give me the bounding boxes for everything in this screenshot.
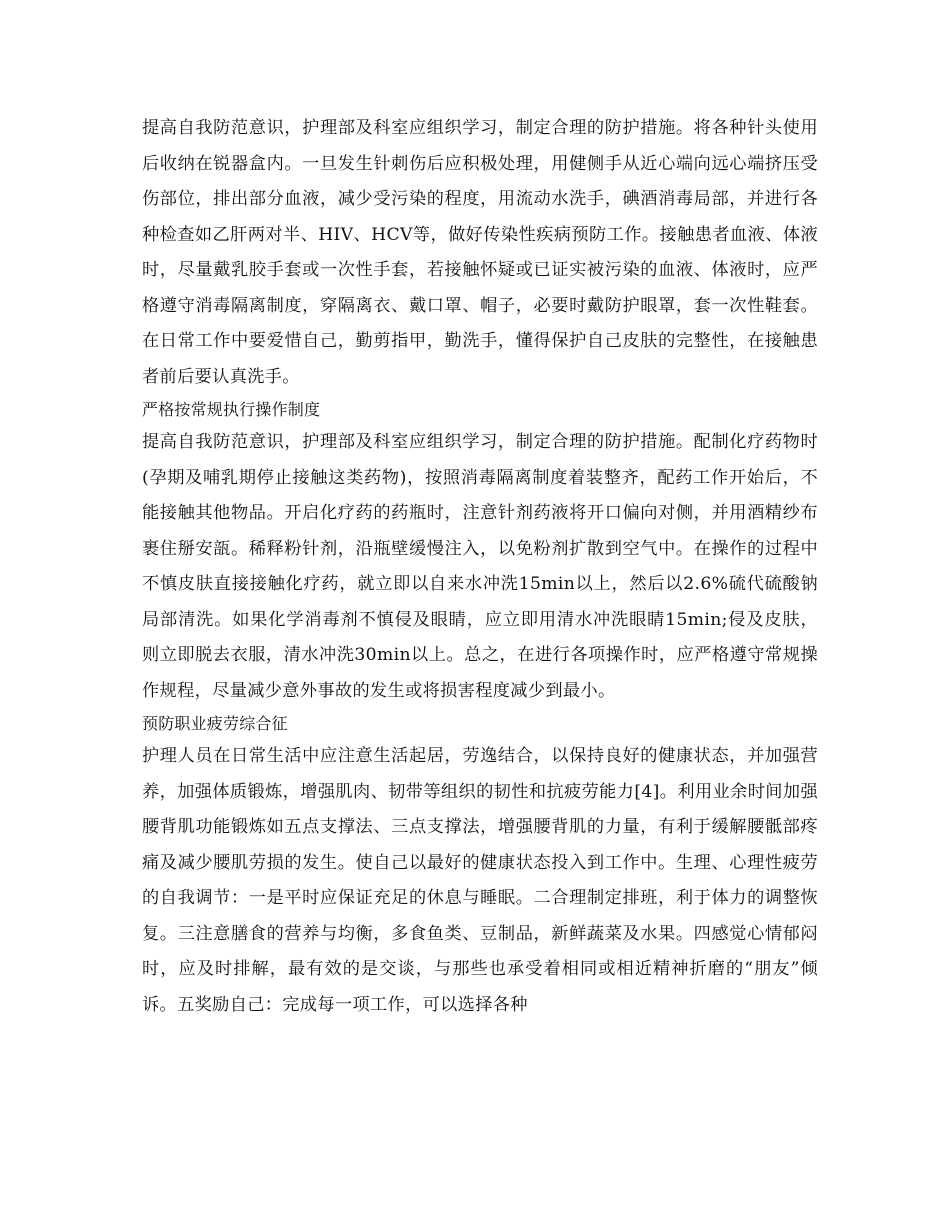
paragraph-fatigue-self-adjustment: 护理人员在日常生活中应注意生活起居，劳逸结合，以保持良好的健康状态，并加强营养，加强体质锻炼，增强肌肉、韧带等组织的韧性和抗疲劳能力[4]。利用业余时间加强腰背肌功能锻炼如五点支撑法、三点支撑法，增强腰背肌的力量，有利于缓解腰骶部疼痛及减少腰肌劳损的发生。使自己以最好的健康状态投入到工作中。生理、心理性疲劳的自我调节：一是平时应保证充足的休息与睡眠。二合理制定排班，利于体力的调整恢复。三注意膳食的营养与均衡，多食鱼类、豆制品，新鲜蔬菜及水果。四感觉心情郁闷时，应及时排解，最有效的是交谈，与那些也承受着相同或相近精神折磨的“朋友”倾诉。五奖励自己：完成每一项工作，可以选择各种 [142,746,818,1015]
paragraph-chemotherapy-protection: 提高自我防范意识，护理部及科室应组织学习，制定合理的防护措施。配制化疗药物时(孕期及哺乳期停止接触这类药物)，按照消毒隔离制度着装整齐，配药工作开始后，不能接触其他物品。开启化疗药的药瓶时，注意针剂药液将开口偏向对侧，并用酒精纱布裹住掰安瓿。稀释粉针剂，沿瓶壁缓慢注入，以免粉剂扩散到空气中。在操作的过程中不慎皮肤直接接触化疗药，就立即以自来水冲洗15min以上，然后以2.6%硫代硫酸钠局部清洗。如果化学消毒剂不慎侵及眼睛，应立即用清水冲洗眼睛15min;侵及皮肤，则立即脱去衣服，清水冲洗30min以上。总之，在进行各项操作时，应严格遵守常规操作规程，尽量减少意外事故的发生或将损害程度减少到最小。 [142,432,818,701]
document-body [142,111,818,1023]
paragraph-needle-injury-prevention: 提高自我防范意识，护理部及科室应组织学习，制定合理的防护措施。将各种针头使用后收纳在锐器盒内。一旦发生针刺伤后应积极处理，用健侧手从近心端向远心端挤压受伤部位，排出部分血液，减少受污染的程度，用流动水洗手，碘酒消毒局部，并进行各种检查如乙肝两对半、HIV、HCV等，做好传染性疾病预防工作。接触患者血液、体液时，尽量戴乳胶手套或一次性手套，若接触怀疑或已证实被污染的血液、体液时，应严格遵守消毒隔离制度，穿隔离衣、戴口罩、帽子，必要时戴防护眼罩，套一次性鞋套。在日常工作中要爱惜自己，勤剪指甲，勤洗手，懂得保护自己皮肤的完整性，在接触患者前后要认真洗手。 [142,118,818,387]
section-heading-fatigue-prevention: 预防职业疲劳综合征 [142,714,288,733]
section-heading-operation-rules: 严格按常规执行操作制度 [142,400,321,419]
